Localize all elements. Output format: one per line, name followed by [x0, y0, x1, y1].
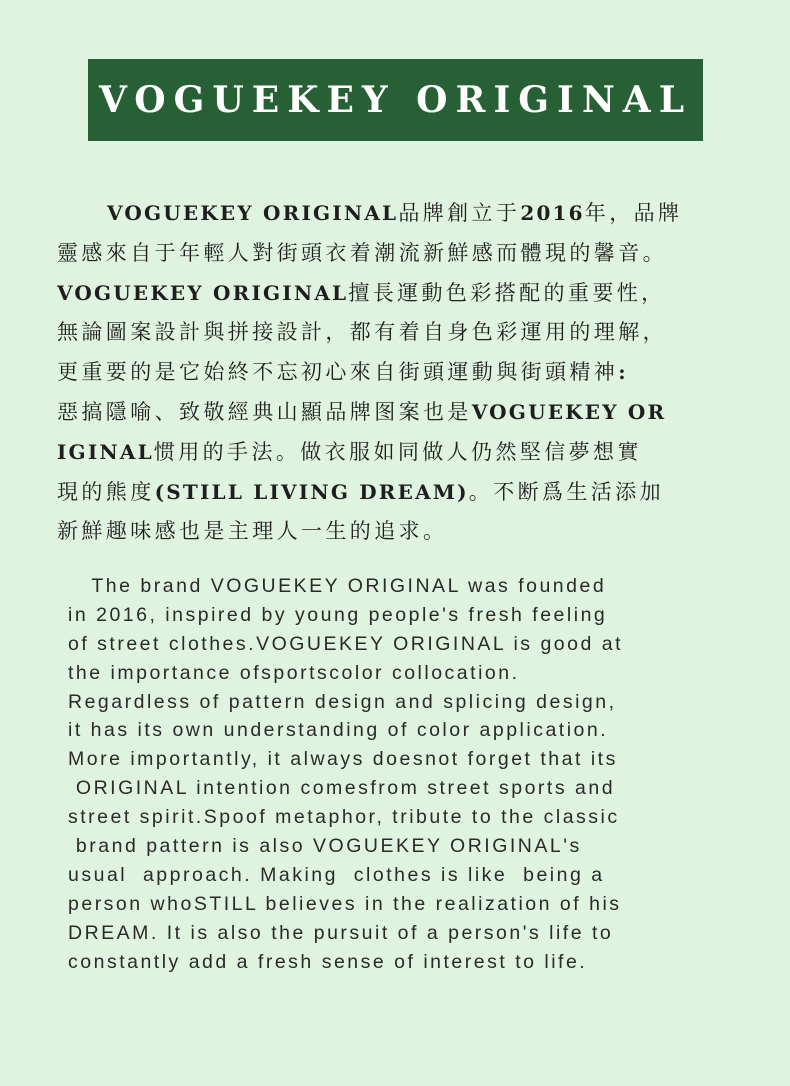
english-text-line: of street clothes.VOGUEKEY ORIGINAL is good at — [68, 632, 624, 655]
text-span: 擅長運動色彩搭配的重要性， — [348, 280, 666, 305]
text-span: 靈感來自于年輕人對街頭衣着潮流新鮮感而體現的馨音。 — [57, 240, 667, 265]
english-description — [68, 572, 748, 976]
chinese-text-line — [57, 234, 743, 274]
brand-text: 2016 — [520, 201, 585, 225]
brand-text: (STILL LIVING DREAM) — [154, 479, 469, 504]
chinese-text-line — [57, 393, 743, 433]
chinese-text-line — [57, 512, 743, 552]
chinese-text-line — [57, 353, 743, 393]
brand-text: VOGUEKEY OR — [471, 399, 667, 424]
english-text-line: person whoSTILL believes in the realization of his — [68, 892, 622, 915]
text-span: 現的熊度 — [57, 479, 155, 504]
english-text-line: usual approach. Making clothes is like being a — [68, 863, 605, 886]
english-text-line: street spirit.Spoof metaphor, tribute to the classic — [68, 806, 620, 829]
chinese-text-line — [57, 274, 743, 314]
brand-text: VOGUEKEY ORIGINAL — [107, 201, 399, 225]
title-banner — [88, 59, 703, 141]
brand-text: : — [618, 360, 628, 385]
english-text-line: constantly add a fresh sense of interest to life. — [68, 950, 588, 973]
text-span: 品牌創立于 — [398, 201, 521, 225]
chinese-text-line — [57, 433, 743, 473]
page-title: VOGUEKEY ORIGINAL — [98, 79, 693, 121]
english-text-line: ORIGINAL intention comesfrom street sports and — [68, 777, 616, 800]
text-span: 無論圖案設計與拼接設計，都有着自身色彩運用的理解， — [57, 320, 667, 345]
text-span: 年，品牌 — [584, 201, 683, 225]
english-text-line: DREAM. It is also the pursuit of a person's life to — [68, 921, 614, 944]
text-span: 新鮮趣味感也是主理人一生的追求。 — [57, 519, 448, 544]
english-text-line: the importance ofsportscolor collocation. — [68, 661, 520, 684]
chinese-text-line — [57, 313, 743, 353]
english-text-line: it has its own understanding of color application. — [68, 719, 609, 742]
english-text-line: More importantly, it always doesnot forget that its — [68, 748, 618, 771]
text-span: 。不断爲生活添加 — [468, 479, 664, 504]
chinese-text-line — [57, 473, 743, 513]
english-text-line: brand pattern is also VOGUEKEY ORIGINAL's — [68, 835, 582, 858]
english-text-line: The brand VOGUEKEY ORIGINAL was founded — [68, 575, 607, 597]
chinese-text-line — [57, 194, 743, 234]
english-text-line: Regardless of pattern design and splicing design, — [68, 690, 617, 713]
text-span: 惯用的手法。做衣服如同做人仍然堅信夢想實 — [153, 439, 642, 464]
text-span: 更重要的是它始終不忘初心來自街頭運動與街頭精神 — [57, 360, 619, 385]
text-span: 惡搞隱喻、致敬經典山顯品牌图案也是 — [57, 399, 472, 424]
brand-text: VOGUEKEY ORIGINAL — [57, 280, 349, 305]
brand-text: IGINAL — [57, 439, 154, 464]
chinese-description — [57, 194, 743, 552]
english-text-line: in 2016, inspired by young people's fresh feeling — [68, 603, 608, 626]
